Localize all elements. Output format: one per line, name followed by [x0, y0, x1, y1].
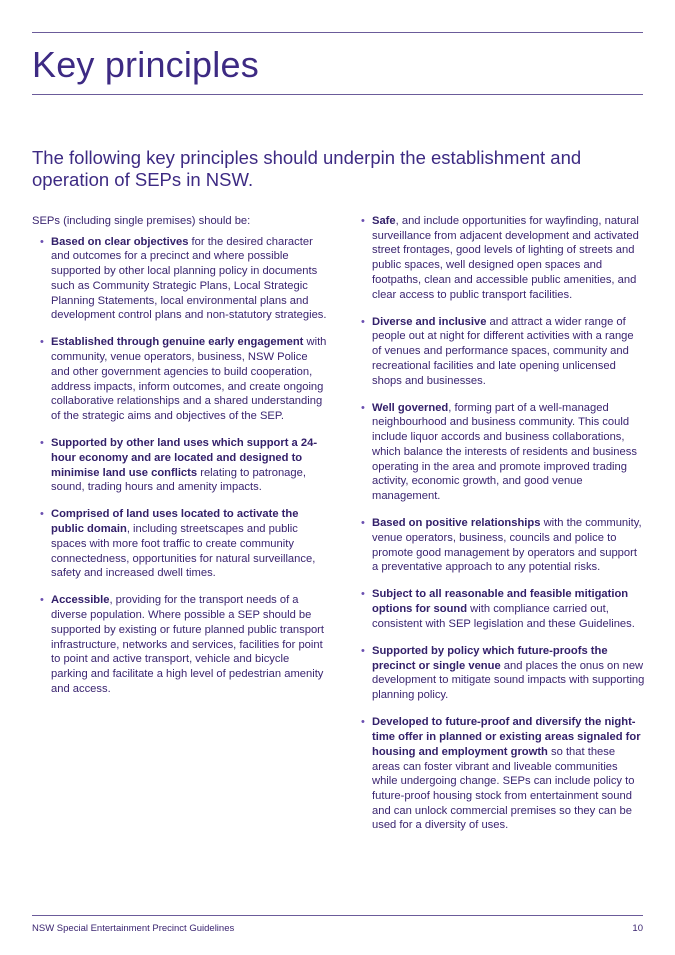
- principle-item: • Well governed, forming part of a well-managed neighbourhood and business community. This could include liquor accords and business collaborations, which balance the interests of residents and business operating in the area and promote improved trading activity, economic growth, and good venue management.: [361, 401, 637, 502]
- right-column: [353, 214, 645, 846]
- left-principles-list: [32, 235, 327, 697]
- principle-item: • Supported by policy which future-proofs the precinct or single venue and places the onus on new development to mitigate sound impacts with supporting planning policy.: [361, 645, 645, 702]
- principle-item: • Established through genuine early engagement with community, venue operators, business, NSW Police and other government agencies to build cooperation, address impacts, inform outcomes, and create ongoing collaborative relationships and a shared understanding of the strategic aims and objectives of the SEP.: [40, 336, 327, 422]
- principle-item: • Based on clear objectives for the desired character and outcomes for a precinct and where possible supported by other local planning policy in documents such as Community Strategic Plans, Local Strategic Planning Statements, local environmental plans and development control plans and non-statutory strategies.: [40, 235, 327, 322]
- bullet-icon: •: [361, 215, 365, 227]
- bullet-icon: •: [40, 336, 44, 349]
- page-subtitle: The following key principles should underpin the establishment and operation of SEPs in NSW.: [32, 147, 582, 190]
- principle-item: • Developed to future-proof and diversify the night-time offer in planned or existing areas signaled for housing and employment growth so that these areas can foster vibrant and liveable communities while undergoing change. SEPs can include policy to future-proof housing stock from entertainment sound and can unlock commercial premises so they can be used for a diversity of uses.: [361, 716, 641, 832]
- principle-item: • Accessible, providing for the transport needs of a diverse population. Where possible a SEP should be supported by existing or future planned public transport infrastructure, networks and services, facilities for point to point and active transport, vehicle and bicycle parking and facilitate a high level of pedestrian amenity and access.: [40, 594, 325, 695]
- bullet-icon: •: [361, 645, 365, 658]
- principle-item: • Subject to all reasonable and feasible mitigation options for sound with compliance carried out, consistent with SEP legislation and these Guidelines.: [361, 588, 635, 630]
- principle-item: • Based on positive relationships with the community, venue operators, business, councils and police to promote good management by operators and support a preventative approach to any potential risks.: [361, 517, 642, 574]
- bullet-icon: •: [361, 588, 365, 601]
- bullet-icon: •: [361, 401, 365, 414]
- top-rule: [32, 32, 643, 33]
- bullet-icon: •: [40, 235, 44, 248]
- intro-text: SEPs (including single premises) should be:: [32, 215, 251, 227]
- principle-item: • Supported by other land uses which support a 24-hour economy and are located and designed to minimise land use conflicts relating to patronage, sound, trading hours and amenity impacts.: [40, 437, 318, 494]
- bullet-icon: •: [361, 315, 365, 328]
- bullet-icon: •: [40, 594, 44, 607]
- footer-rule: [32, 915, 643, 916]
- principle-item: • Comprised of land uses located to activate the public domain, including streetscapes and public spaces with more foot traffic to create community connectedness, opportunities for natural surveillance, safety and increased dwell times.: [40, 508, 316, 580]
- bullet-icon: •: [361, 517, 365, 530]
- right-principles-list: [353, 214, 645, 833]
- principle-item: • Diverse and inclusive and attract a wider range of people out at night for different activities with a range of venues and performance spaces, community and recreational facilities and late opening unlicensed shops and businesses.: [361, 315, 634, 387]
- footer-doc-title: NSW Special Entertainment Precinct Guidelines: [32, 923, 235, 934]
- bullet-icon: •: [40, 508, 44, 521]
- principle-item: • Safe, and include opportunities for wayfinding, natural surveillance from adjacent development and activated street frontages, good levels of lighting of streets and public spaces, well designed open spaces and footpaths, clean and accessible public amenities, and clear access to public transport facilities.: [361, 215, 639, 301]
- page-title: Key principles: [32, 44, 259, 85]
- bullet-icon: •: [40, 437, 44, 450]
- left-column: [32, 214, 327, 709]
- bullet-icon: •: [361, 716, 365, 729]
- title-underline: [32, 94, 643, 95]
- footer-page-number: 10: [632, 923, 643, 934]
